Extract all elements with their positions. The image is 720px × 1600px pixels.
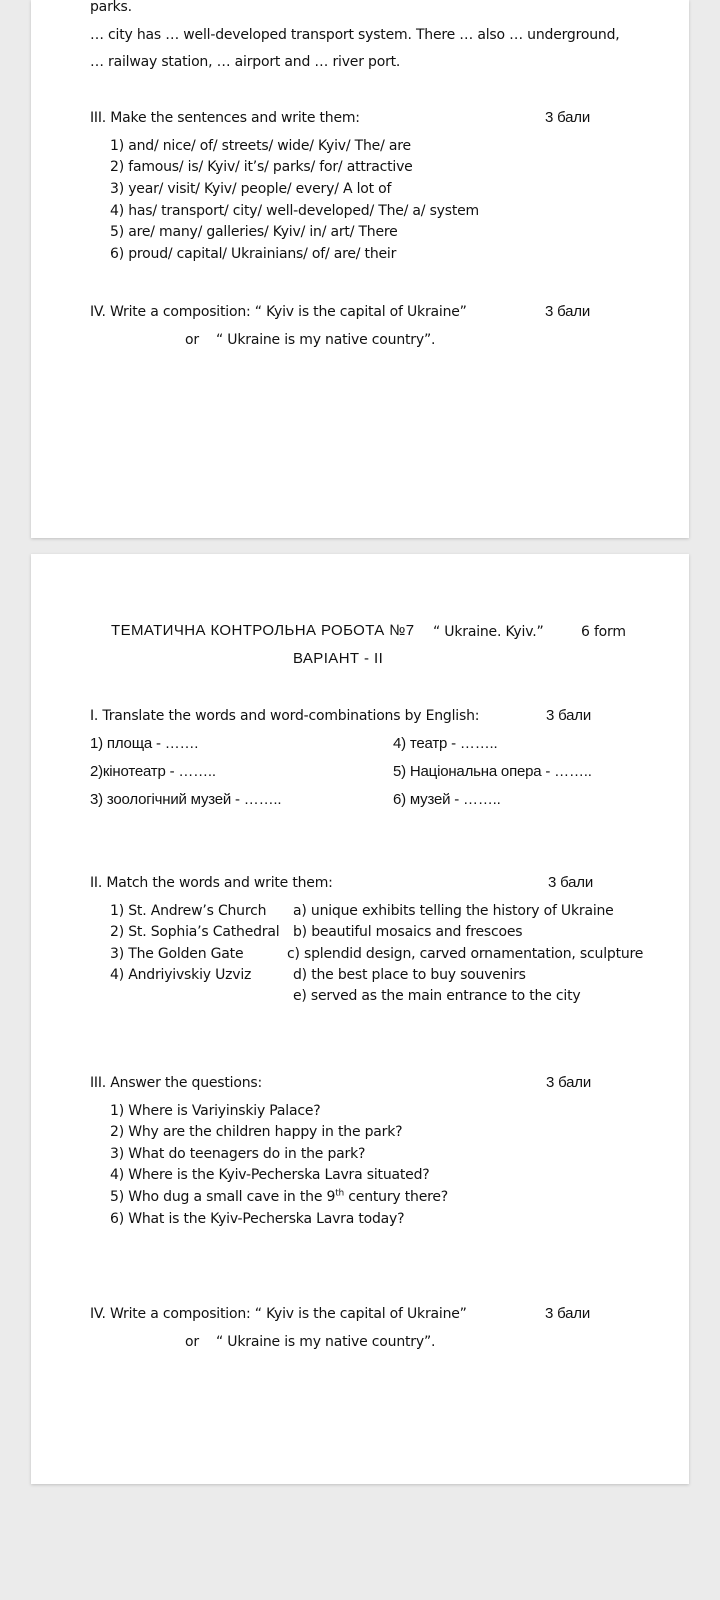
- list-item: 4) has/ transport/ city/ well-developed/ The/ a/ system: [110, 203, 479, 219]
- document-page-2: [31, 554, 689, 1484]
- match-left-item: 1) St. Andrew’s Church: [110, 903, 267, 919]
- task-points: 3 бали: [546, 707, 592, 724]
- composition-alt: “ Ukraine is my native country”.: [216, 1334, 436, 1350]
- match-left-item: 3) The Golden Gate: [110, 946, 244, 962]
- list-item: 5) are/ many/ galleries/ Kyiv/ in/ art/ There: [110, 224, 398, 240]
- translate-item: 3) зоологічний музей - ……..: [90, 791, 282, 808]
- task-heading: IV. Write a composition: “ Kyiv is the capital of Ukraine”: [90, 1306, 467, 1322]
- task-heading: III. Make the sentences and write them:: [90, 110, 360, 126]
- list-item: 1) and/ nice/ of/ streets/ wide/ Kyiv/ The/ are: [110, 138, 411, 154]
- translate-item: 5) Національна опера - ……..: [393, 763, 592, 780]
- document-page-1: [31, 0, 689, 538]
- question-text: 5) Who dug a small cave in the 9: [110, 1189, 336, 1205]
- task-points: 3 бали: [545, 1305, 591, 1322]
- match-left-item: 2) St. Sophia’s Cathedral: [110, 924, 280, 940]
- text-or: or: [185, 332, 199, 348]
- question-item: [110, 1188, 448, 1206]
- translate-item: 2)кінотеатр - ……..: [90, 763, 216, 780]
- question-item: 2) Why are the children happy in the park?: [110, 1124, 403, 1140]
- match-right-item: b) beautiful mosaics and frescoes: [293, 924, 523, 940]
- question-item: 3) What do teenagers do in the park?: [110, 1146, 366, 1162]
- translate-item: 4) театр - ……..: [393, 735, 498, 752]
- match-right-item: e) served as the main entrance to the city: [293, 988, 581, 1004]
- question-item: 4) Where is the Kyiv-Pecherska Lavra situated?: [110, 1167, 430, 1183]
- task-heading: ІІ. Match the words and write them:: [90, 875, 333, 891]
- match-right-item: a) unique exhibits telling the history of Ukraine: [293, 903, 614, 919]
- text-or: or: [185, 1334, 199, 1350]
- match-left-item: 4) Andriyivskiy Uzviz: [110, 967, 252, 983]
- question-item: 1) Where is Variyinskiy Palace?: [110, 1103, 321, 1119]
- match-right-item: d) the best place to buy souvenirs: [293, 967, 526, 983]
- task-points: 3 бали: [546, 1074, 592, 1091]
- task-points: 3 бали: [548, 874, 594, 891]
- task-heading: І. Translate the words and word-combinations by English:: [90, 708, 480, 724]
- question-item: 6) What is the Kyiv-Pecherska Lavra today?: [110, 1211, 405, 1227]
- composition-alt: “ Ukraine is my native country”.: [216, 332, 436, 348]
- superscript: th: [335, 1188, 345, 1199]
- text-line: … railway station, … airport and … river port.: [90, 54, 401, 70]
- text-line: … city has … well-developed transport system. There … also … underground,: [90, 27, 620, 43]
- list-item: 2) famous/ is/ Kyiv/ it’s/ parks/ for/ attractive: [110, 159, 413, 175]
- task-heading: III. Answer the questions:: [90, 1075, 263, 1091]
- match-right-item: c) splendid design, carved ornamentation, sculpture: [287, 946, 644, 962]
- list-item: 6) proud/ capital/ Ukrainians/ of/ are/ their: [110, 246, 397, 262]
- variant-label: ВАРІАНТ - ІІ: [293, 650, 384, 667]
- question-text: century there?: [344, 1189, 449, 1205]
- task-points: 3 бали: [545, 303, 591, 320]
- task-points: 3 бали: [545, 109, 591, 126]
- translate-item: 6) музей - ……..: [393, 791, 501, 808]
- task-heading: IV. Write a composition: “ Kyiv is the capital of Ukraine”: [90, 304, 467, 320]
- translate-item: 1) площа - …….: [90, 735, 199, 752]
- text-line: parks.: [90, 0, 132, 15]
- form-label: 6 form: [581, 624, 626, 640]
- page-title: ТЕМАТИЧНА КОНТРОЛЬНА РОБОТА №7: [111, 622, 415, 639]
- list-item: 3) year/ visit/ Kyiv/ people/ every/ A lot of: [110, 181, 392, 197]
- page-title-topic: “ Ukraine. Kyiv.”: [433, 624, 544, 640]
